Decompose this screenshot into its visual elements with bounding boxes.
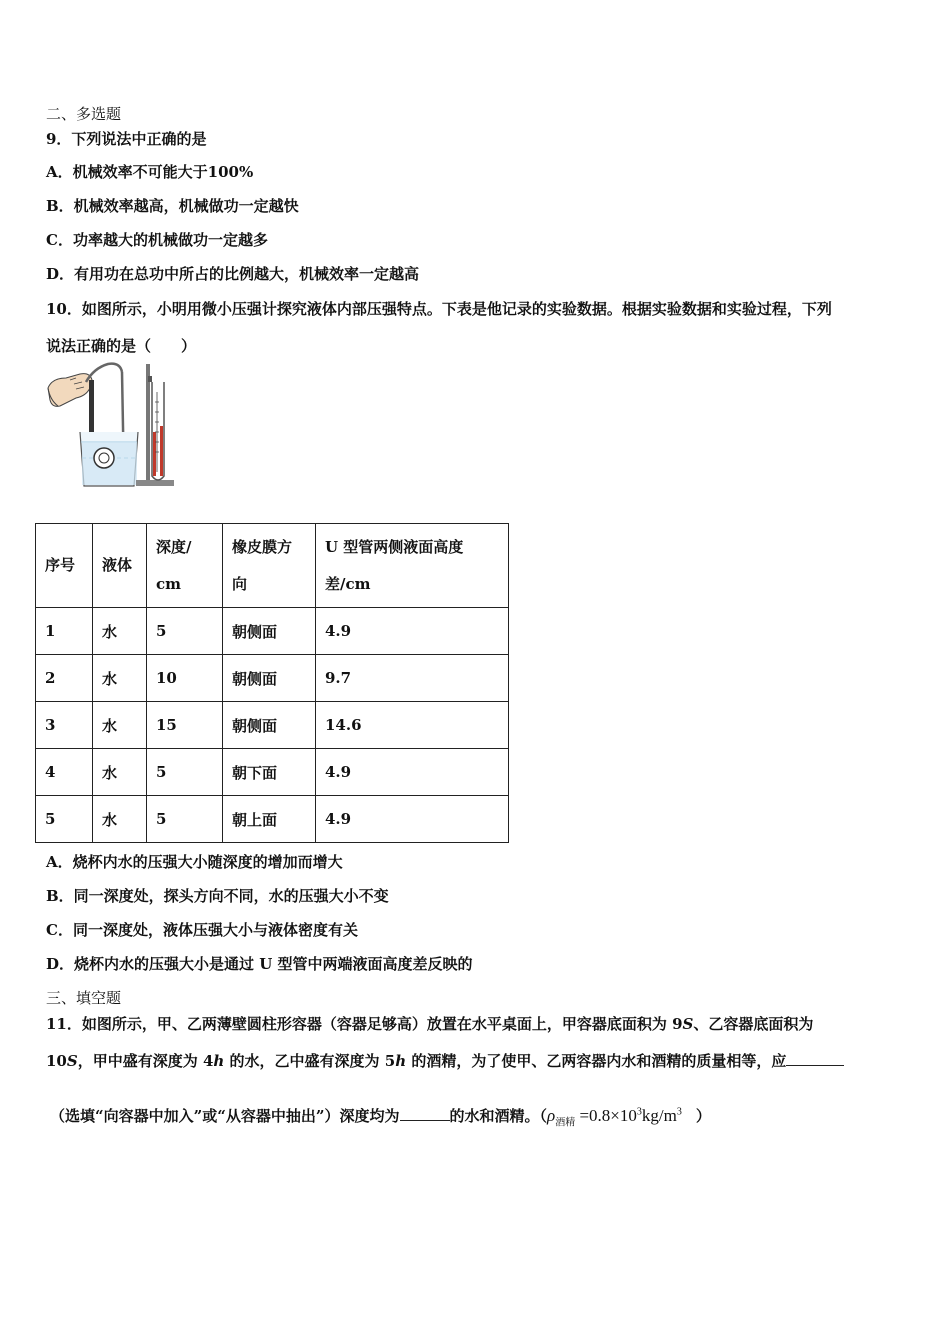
q11-close-paren: ） <box>695 1107 711 1125</box>
question-9-option-a: A．机械效率不可能大于100% <box>46 163 254 181</box>
question-9-option-d: D．有用功在总功中所占的比例越大，机械效率一定越高 <box>46 265 420 283</box>
q11-var-s: S <box>66 1052 78 1070</box>
question-11-line3 <box>50 1105 711 1128</box>
section-title-fill-in: 三、填空题 <box>46 989 122 1007</box>
table-cell: 10 <box>147 655 223 702</box>
table-row <box>36 702 509 749</box>
q11-var-s: S <box>682 1015 694 1033</box>
formula-unit-exponent: 3 <box>676 1106 682 1118</box>
pressure-gauge-experiment-figure <box>46 362 178 492</box>
q11-text: （选填“向容器中加入”或“从容器中抽出”）深度均为 <box>50 1107 400 1125</box>
table-header-cell: 液体 <box>93 524 147 608</box>
question-10-option-b: B．同一深度处，探头方向不同，水的压强大小不变 <box>46 887 389 905</box>
table-header-cell <box>147 524 223 608</box>
table-cell: 4.9 <box>316 796 509 843</box>
rho-symbol: ρ <box>547 1106 556 1125</box>
table-cell: 1 <box>36 608 93 655</box>
table-cell: 水 <box>93 702 147 749</box>
formula-exponent: 3 <box>636 1106 642 1118</box>
table-cell: 2 <box>36 655 93 702</box>
q11-text: 的水，乙中盛有深度为 5 <box>224 1052 396 1070</box>
table-cell: 4 <box>36 749 93 796</box>
table-header-depth-line1: 深度/ <box>156 537 192 556</box>
question-9-option-b: B．机械效率越高，机械做功一定越快 <box>46 197 299 215</box>
question-10-option-a: A．烧杯内水的压强大小随深度的增加而增大 <box>46 853 343 871</box>
formula-value: =0.8×10 <box>579 1106 637 1125</box>
question-10-option-d: D．烧杯内水的压强大小是通过 U 型管中两端液面高度差反映的 <box>46 955 473 973</box>
question-10-stem-line2: 说法正确的是（ ） <box>46 337 197 355</box>
q11-text: 的酒精，为了使甲、乙两容器内水和酒精的质量相等，应 <box>406 1052 787 1070</box>
table-header-membrane-line2: 向 <box>232 574 248 593</box>
table-cell: 9.7 <box>316 655 509 702</box>
q11-text: 的水和酒精。（ <box>449 1107 548 1125</box>
answer-blank-1[interactable] <box>786 1051 844 1066</box>
table-cell: 朝侧面 <box>223 655 316 702</box>
table-cell: 5 <box>147 796 223 843</box>
question-10-option-c: C．同一深度处，液体压强大小与液体密度有关 <box>46 921 358 939</box>
table-cell: 水 <box>93 655 147 702</box>
table-row <box>36 749 509 796</box>
rho-subscript: 酒精 <box>555 1117 576 1129</box>
question-11-line2 <box>46 1050 844 1071</box>
table-header-row <box>36 524 509 608</box>
table-header-cell <box>223 524 316 608</box>
table-header-cell: 序号 <box>36 524 93 608</box>
q11-text: 11．如图所示，甲、乙两薄壁圆柱形容器（容器足够高）放置在水平桌面上，甲容器底面积为 9 <box>46 1015 683 1033</box>
table-row <box>36 655 509 702</box>
q11-var-h: h <box>213 1052 225 1070</box>
table-cell: 水 <box>93 608 147 655</box>
table-header-depth-line2: cm <box>156 574 182 593</box>
table-cell: 水 <box>93 749 147 796</box>
table-cell: 朝下面 <box>223 749 316 796</box>
question-9-option-c: C．功率越大的机械做功一定越多 <box>46 231 268 249</box>
table-header-height-line2: 差/cm <box>325 574 371 593</box>
q11-text: 10 <box>46 1052 67 1070</box>
table-row <box>36 608 509 655</box>
table-cell: 水 <box>93 796 147 843</box>
question-11-line1 <box>46 1013 813 1034</box>
question-9-stem: 9．下列说法中正确的是 <box>46 130 207 148</box>
table-header-cell <box>316 524 509 608</box>
q11-var-h: h <box>395 1052 407 1070</box>
table-cell: 14.6 <box>316 702 509 749</box>
table-cell: 4.9 <box>316 608 509 655</box>
question-10-stem-line1: 10．如图所示，小明用微小压强计探究液体内部压强特点。下表是他记录的实验数据。根据实验数据和实验过程，下列 <box>46 300 832 318</box>
answer-blank-2[interactable] <box>400 1106 450 1121</box>
table-header-membrane-line1: 橡皮膜方 <box>232 537 293 556</box>
q11-text: 、乙容器底面积为 <box>693 1015 814 1033</box>
q11-text: ，甲中盛有深度为 4 <box>77 1052 214 1070</box>
section-title-multiple-choice: 二、多选题 <box>46 105 122 123</box>
table-row <box>36 796 509 843</box>
table-cell: 朝侧面 <box>223 702 316 749</box>
table-cell: 4.9 <box>316 749 509 796</box>
alcohol-density-formula <box>547 1106 682 1129</box>
table-cell: 5 <box>36 796 93 843</box>
table-header-height-line1: U 型管两侧液面高度 <box>325 537 464 556</box>
table-cell: 15 <box>147 702 223 749</box>
table-cell: 5 <box>147 608 223 655</box>
experiment-data-table <box>35 523 509 843</box>
table-cell: 朝上面 <box>223 796 316 843</box>
table-cell: 3 <box>36 702 93 749</box>
table-cell: 5 <box>147 749 223 796</box>
table-cell: 朝侧面 <box>223 608 316 655</box>
formula-unit: kg/m <box>641 1106 677 1125</box>
